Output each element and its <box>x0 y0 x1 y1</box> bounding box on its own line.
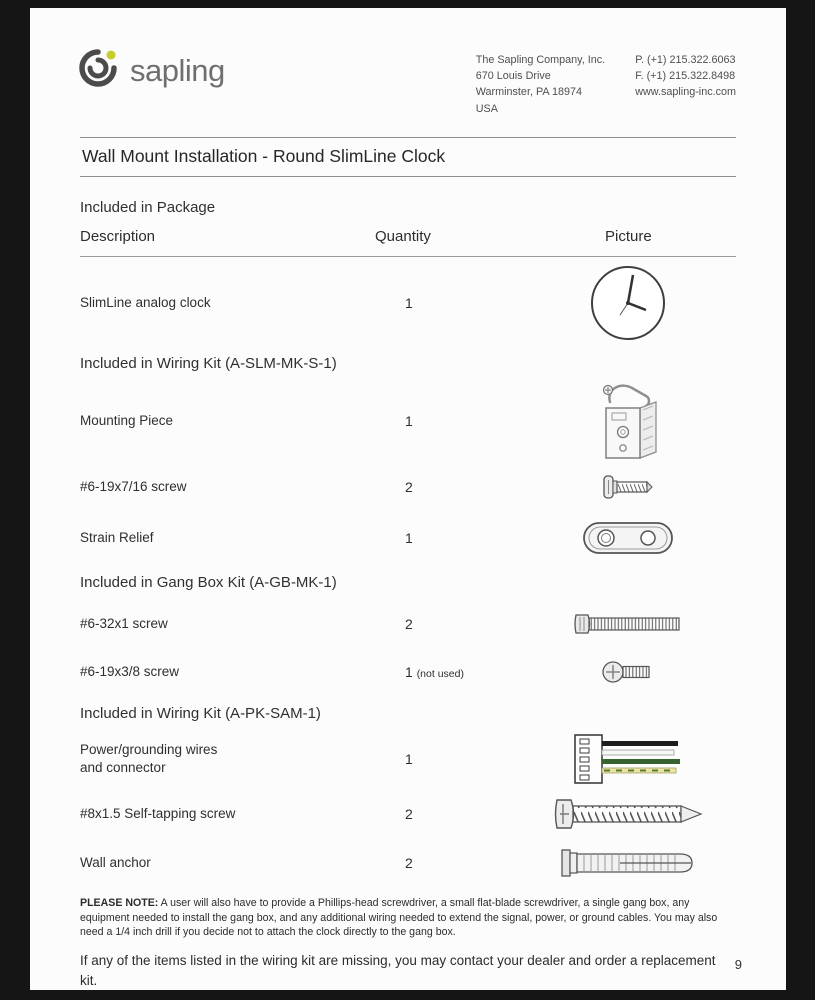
closing-paragraph: If any of the items listed in the wiring kit are missing, you may contact your dealer and order a replacement kit. <box>80 953 716 989</box>
please-note-label: PLEASE NOTE: <box>80 896 159 909</box>
sapling-logo <box>76 46 225 95</box>
column-header-description: Description <box>80 227 156 245</box>
title-rule-block <box>80 137 736 177</box>
mounting-piece-icon <box>520 380 736 462</box>
item-quantity: 2 <box>405 854 413 871</box>
item-quantity: 1 <box>405 412 413 429</box>
logo-text: sapling <box>130 52 225 88</box>
column-header-quantity: Quantity <box>375 227 431 245</box>
item-description: #6-19x3/8 screw <box>80 663 180 679</box>
table-row <box>80 840 736 886</box>
please-note-paragraph <box>80 896 736 940</box>
please-note-text: A user will also have to provide a Phillips-head screwdriver, a small flat-blade screwdriver, a single gang box, any equipment needed to install the gang box, and any additional wiring needed to extend the signal, power, or ground cables. You may also need a 1/4 inch drill if you decide not to attach the clock directly to the gang box. <box>80 896 718 939</box>
item-description: #6-32x1 screw <box>80 615 168 631</box>
section-heading-package: Included in Package <box>80 198 216 216</box>
item-quantity: 2 <box>405 805 413 822</box>
item-quantity: 1 <box>405 529 413 546</box>
item-quantity: 2 <box>405 478 413 495</box>
document-page <box>30 8 786 990</box>
long-screw-icon <box>520 610 736 638</box>
item-description: Strain Relief <box>80 529 154 545</box>
company-fax: F. (+1) 215.322.8498 <box>635 70 736 83</box>
page-header <box>80 46 736 117</box>
table-header-row <box>80 228 736 257</box>
item-description: Wall anchor <box>80 854 151 870</box>
company-info <box>476 46 736 117</box>
machine-screw-icon <box>520 471 736 503</box>
table-row <box>80 512 736 564</box>
table-row <box>80 261 736 345</box>
company-city: Warminster, PA 18974 <box>475 86 582 99</box>
table-row <box>80 730 736 788</box>
item-quantity: 1 <box>405 294 413 311</box>
company-name: The Sapling Company, Inc. <box>475 54 606 66</box>
item-description: Power/grounding wires and connector <box>80 741 218 775</box>
item-quantity-note: (not used) <box>416 667 464 680</box>
table-row <box>80 380 736 462</box>
section-heading-wiring-kit-1: Included in Wiring Kit (A-SLM-MK-S-1) <box>80 354 337 372</box>
item-description: SlimLine analog clock <box>80 294 211 310</box>
section-heading-wiring-kit-2: Included in Wiring Kit (A-PK-SAM-1) <box>80 704 321 722</box>
company-street: 670 Louis Drive <box>475 70 551 83</box>
item-quantity <box>375 664 520 680</box>
table-row <box>80 788 736 840</box>
short-screw-icon <box>520 657 736 687</box>
company-address <box>476 52 605 117</box>
page-title: Wall Mount Installation - Round SlimLine Clock <box>82 145 446 166</box>
table-row <box>80 462 736 512</box>
section-heading-gang-box-kit: Included in Gang Box Kit (A-GB-MK-1) <box>80 573 337 591</box>
page-number: 9 <box>734 957 742 972</box>
item-quantity-value: 1 <box>405 663 413 680</box>
item-description: #6-19x7/16 screw <box>80 478 187 494</box>
item-description: #8x1.5 Self-tapping screw <box>80 805 236 821</box>
item-quantity: 2 <box>405 615 413 632</box>
company-phone: P. (+1) 215.322.6063 <box>635 54 736 66</box>
strain-relief-icon <box>520 519 736 557</box>
item-quantity: 1 <box>405 750 413 767</box>
table-row <box>80 599 736 649</box>
sapling-swirl-icon <box>76 46 120 95</box>
power-wires-connector-icon <box>520 732 736 786</box>
company-contact <box>635 52 736 117</box>
column-header-picture: Picture <box>605 227 652 245</box>
self-tapping-screw-icon <box>520 794 736 834</box>
wall-anchor-icon <box>520 847 736 879</box>
company-country: USA <box>475 102 498 115</box>
table-row <box>80 649 736 695</box>
company-website: www.sapling-inc.com <box>635 86 736 99</box>
item-description: Mounting Piece <box>80 412 174 428</box>
analog-clock-icon <box>520 264 736 342</box>
